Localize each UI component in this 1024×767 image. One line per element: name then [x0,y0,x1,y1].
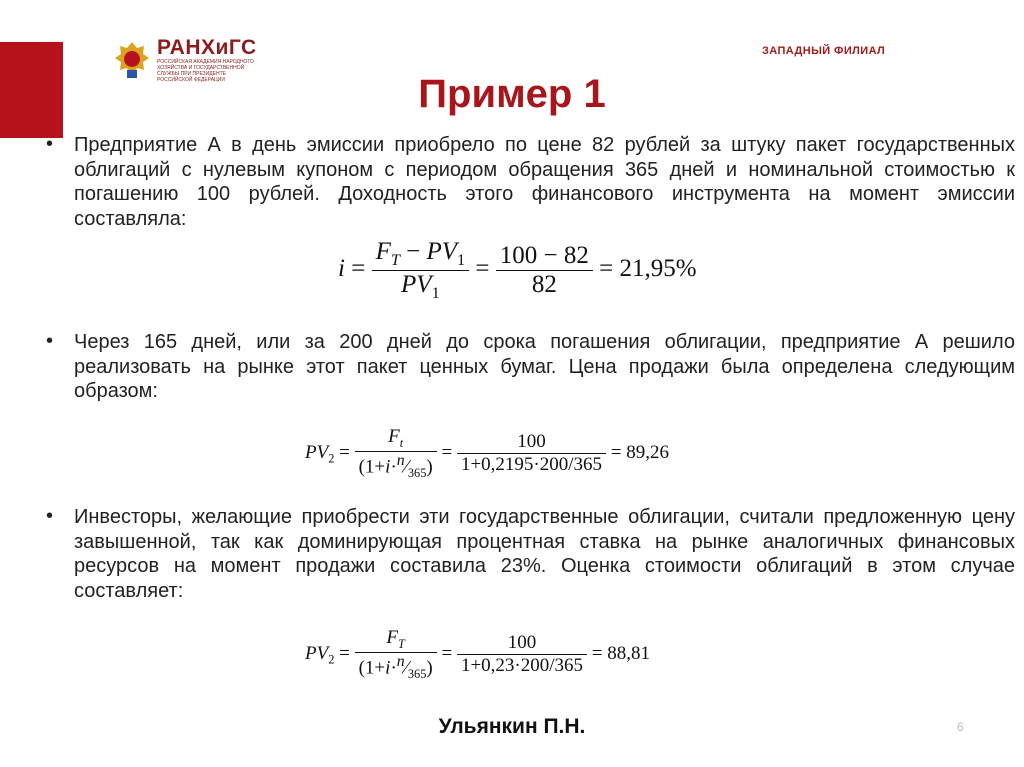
branch-label: ЗАПАДНЫЙ ФИЛИАЛ [762,45,886,57]
bullet-marker: • [46,505,54,527]
formula-result: 89,26 [626,441,669,463]
formula-sub: t [399,435,404,450]
formula-term: F [386,627,399,648]
formula-term: PV [401,271,432,298]
formula-den: 1+0,23·200/365 [460,654,584,676]
formula-price: $PV_2$ = $\frac{F_t}{(1+i\cdot^n⁄_{365})}$ = $\frac{100}{1+0,2195\cdot 200/365}$ = 89,26 [305,426,669,480]
bullet-text: Инвесторы, желающие приобрести эти государственные облигации, считали предложенную цену завышенной, так как доминирующая процентная ставка на рынке аналогичных финансовых ресурсов на момент продажи составила 23%. Оценка стоимости облигаций в этом случае составляет: [74,506,1015,602]
page-title: Пример 1 [418,72,606,116]
formula-sub: 2 [328,451,335,466]
formula-sub: 1 [431,284,440,302]
formula-den: 82 [531,271,557,298]
bullet-text: Предприятие А в день эмиссии приобрело по цене 82 рублей за штуку пакет государственных облигаций с нулевым купоном с периодом обращения 365 дней и номинальной стоимостью к погашению 100 рублей. Доходность этого финансового инструмента на момент эмиссии составляла: [74,134,1015,230]
formula-sub: 2 [328,652,335,667]
fraction: $\frac{F_T}{(1+i\cdot^n⁄_{365})}$ [355,627,437,682]
formula-term: n [396,652,405,670]
formula-yield: i = $\frac{F_T - PV_1}{PV_1}$ = $\frac{100 - 82}{82}$ = 21,95% [338,238,697,302]
bullet-text: Через 165 дней, или за 200 дней до срока погашения облигации, предприятие А решило реализовать на рынке этот пакет ценных бумаг. Цена продажи была определена следующим образом: [74,331,1015,402]
author-name: Ульянкин П.Н. [438,715,586,738]
formula-num: 100 − 82 [496,242,593,271]
formula-num: 100 [457,431,606,454]
formula-result: 88,81 [607,642,650,664]
formula-lhs: PV [305,441,329,463]
formula-term: F [375,238,391,265]
formula-lhs: PV [305,642,329,664]
formula-valuation: $PV_2$ = $\frac{F_T}{(1+i\cdot^n⁄_{365})}$ = $\frac{100}{1+0,23\cdot 200/365}$ = 88,81 [305,627,650,681]
formula-term: F [388,426,400,447]
formula-term: ) [426,456,433,478]
formula-den: 1+0,2195·200/365 [460,453,603,475]
formula-term: (1+ [358,657,386,679]
bullet-marker: • [46,330,54,352]
fraction [457,431,606,476]
formula-term: (1+ [358,456,386,478]
formula-term: n [396,451,405,469]
logo-name: РАНХиГС [157,36,257,59]
formula-term: 365 [407,666,427,681]
formula-term: ) [426,657,433,679]
formula-op: · [390,657,397,679]
formula-lhs: i [338,255,345,283]
formula-term: i [385,657,391,679]
formula-sub: T [390,251,400,269]
formula-op: · [390,456,397,478]
fraction [457,632,587,677]
formula-result: 21,95% [619,255,697,283]
formula-sub: 1 [457,251,466,269]
formula-num: 100 [457,632,587,655]
formula-op: − [406,238,421,265]
fraction: $\frac{F_t}{(1+i\cdot^n⁄_{365})}$ [355,426,437,481]
formula-term: i [385,456,391,478]
formula-term: 365 [407,465,427,480]
fraction [372,238,470,303]
bullet-marker: • [46,133,54,155]
fraction [496,242,593,299]
formula-term: PV [426,238,458,265]
page-number: 6 [957,720,964,734]
formula-sub: T [398,636,405,651]
logo-subtitle: РОССИЙСКАЯ АКАДЕМИЯ НАРОДНОГО ХОЗЯЙСТВА И ГОСУДАРСТВЕННОЙ СЛУЖБЫ ПРИ ПРЕЗИДЕНТЕ РОССИЙСКОЙ ФЕДЕРАЦИИ [157,59,254,83]
